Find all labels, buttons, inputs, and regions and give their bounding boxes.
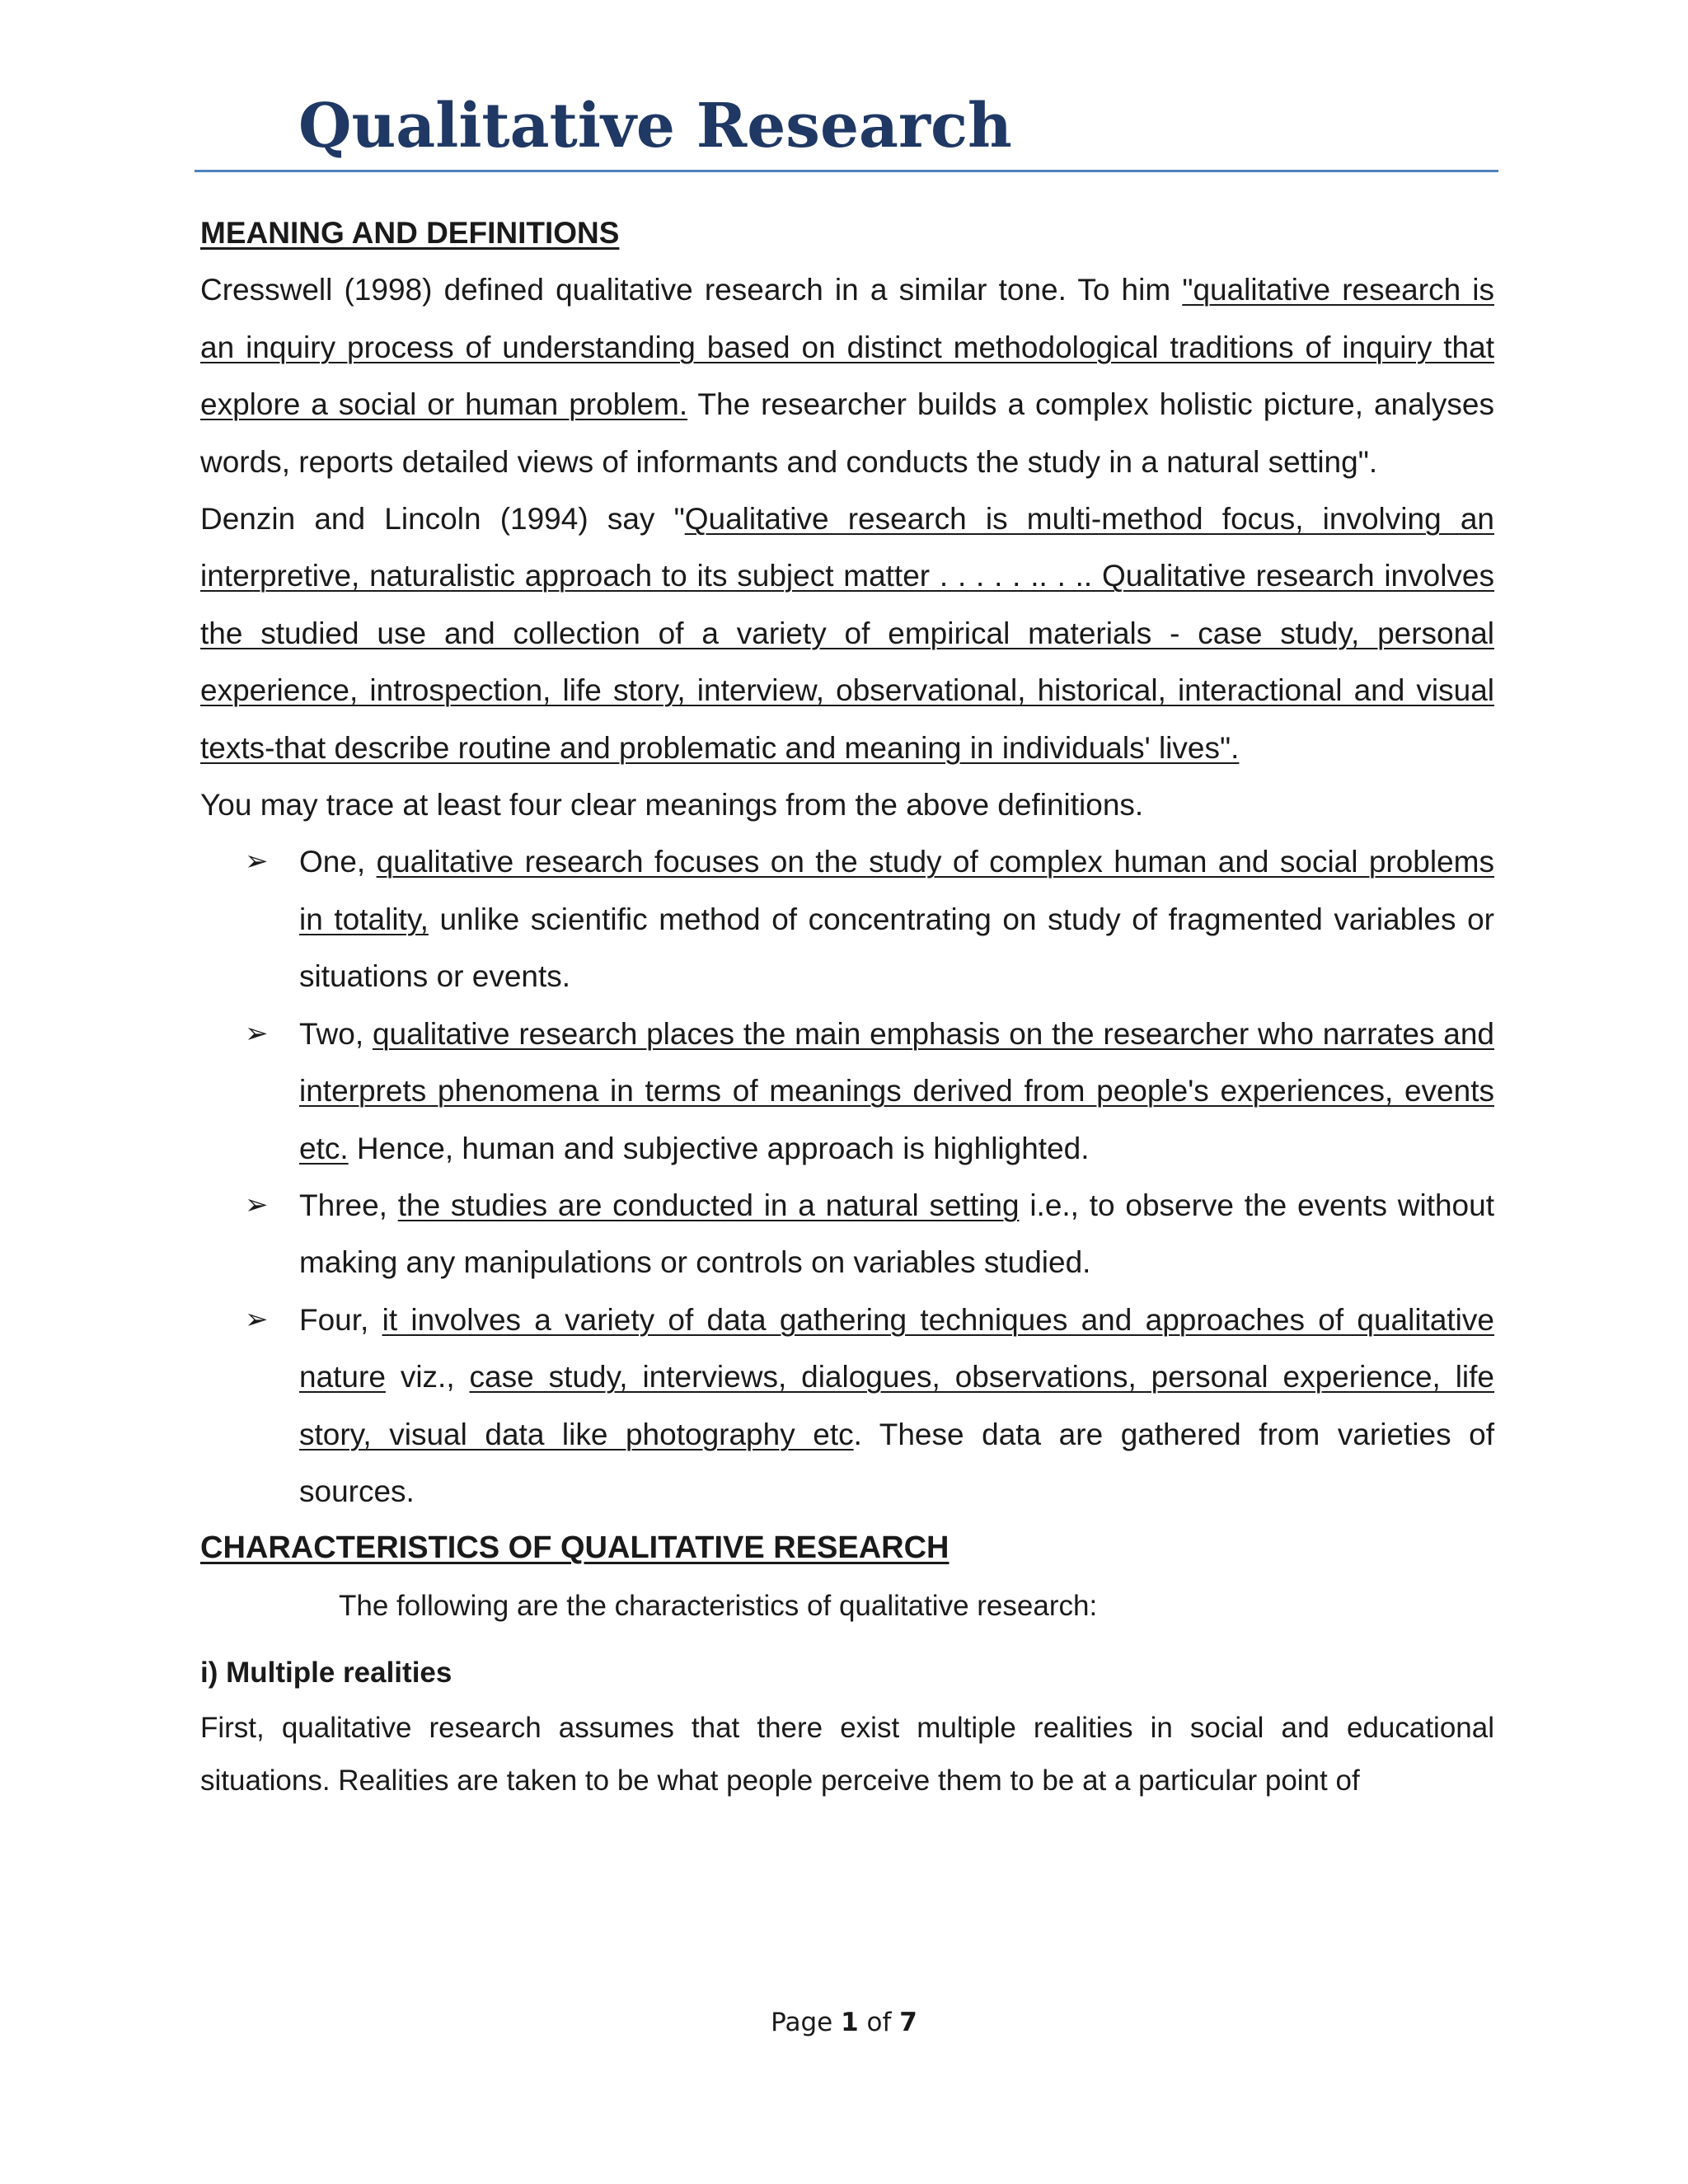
document-body — [200, 204, 1494, 1807]
cresswell-quote: "qualitative research is an inquiry process of understanding based on distinct methodological traditions of inquiry that explore a social or human problem. — [200, 273, 1494, 422]
title-underline-rule — [195, 170, 1498, 172]
denzin-intro: Denzin and Lincoln (1994) say " — [200, 502, 685, 537]
page-footer — [0, 2006, 1688, 2039]
footer-of-label: of — [858, 2008, 900, 2037]
arrow-bullet-icon: ➢ — [245, 1188, 269, 1221]
section-heading-characteristics: CHARACTERISTICS OF QUALITATIVE RESEARCH — [200, 1530, 950, 1566]
meanings-list — [200, 833, 1494, 1520]
arrow-bullet-icon: ➢ — [245, 1016, 269, 1050]
paragraph-multiple-realities: First, qualitative research assumes that there exist multiple realities in social and educational situations. Realities are taken to be what people perceive them to be at a particular point of — [200, 1711, 1494, 1797]
characteristics-intro: The following are the characteristics of qualitative research: — [339, 1589, 1098, 1622]
arrow-bullet-icon: ➢ — [245, 845, 269, 879]
footer-page-label: Page — [771, 2008, 842, 2037]
arrow-bullet-icon: ➢ — [245, 1302, 269, 1336]
denzin-quote: Qualitative research is multi-method focus, involving an interpretive, naturalistic approach to its subject matter . . . . . .. . .. Qualitative research involves the studied use and collection of a variety of empirical materials - case study, personal experience, introspection, life story, interview, observational, historical, interactional and visual texts-that describe routine and problematic and meaning in individuals' lives". — [200, 502, 1494, 765]
cresswell-intro: Cresswell (1998) defined qualitative research in a similar tone. To him — [200, 273, 1183, 307]
list-item-two: ➢ Two, qualitative research places the main emphasis on the researcher who narrates and interprets phenomena in terms of meanings derived from people's experiences, events etc. Hence, human and subjective approach is highlighted. — [299, 1005, 1494, 1177]
footer-page-number: 1 — [841, 2008, 859, 2037]
document-title: Qualitative Research — [298, 91, 1012, 162]
subheading-multiple-realities: i) Multiple realities — [200, 1657, 452, 1690]
list-item-four: ➢ Four, it involves a variety of data gathering techniques and approaches of qualitative nature viz., case study, interviews, dialogues, observations, personal experience, life story, visual data like photography etc. These data are gathered from varieties of sources. — [299, 1291, 1494, 1521]
paragraph-cresswell — [200, 261, 1494, 490]
list-item-one: ➢ One, qualitative research focuses on the study of complex human and social problems in totality, unlike scientific method of concentrating on study of fragmented variables or situations or events. — [299, 833, 1494, 1005]
cresswell-rest: The researcher builds a complex holistic picture, analyses words, reports detailed views of informants and conducts the study in a natural setting". — [200, 387, 1494, 479]
section-heading-meaning: MEANING AND DEFINITIONS — [200, 216, 620, 250]
paragraph-trace: You may trace at least four clear meanings from the above definitions. — [200, 788, 1144, 823]
paragraph-denzin — [200, 490, 1494, 776]
list-item-three: ➢ Three, the studies are conducted in a natural setting i.e., to observe the events without making any manipulations or controls on variables studied. — [299, 1177, 1494, 1291]
footer-page-total: 7 — [899, 2008, 917, 2037]
